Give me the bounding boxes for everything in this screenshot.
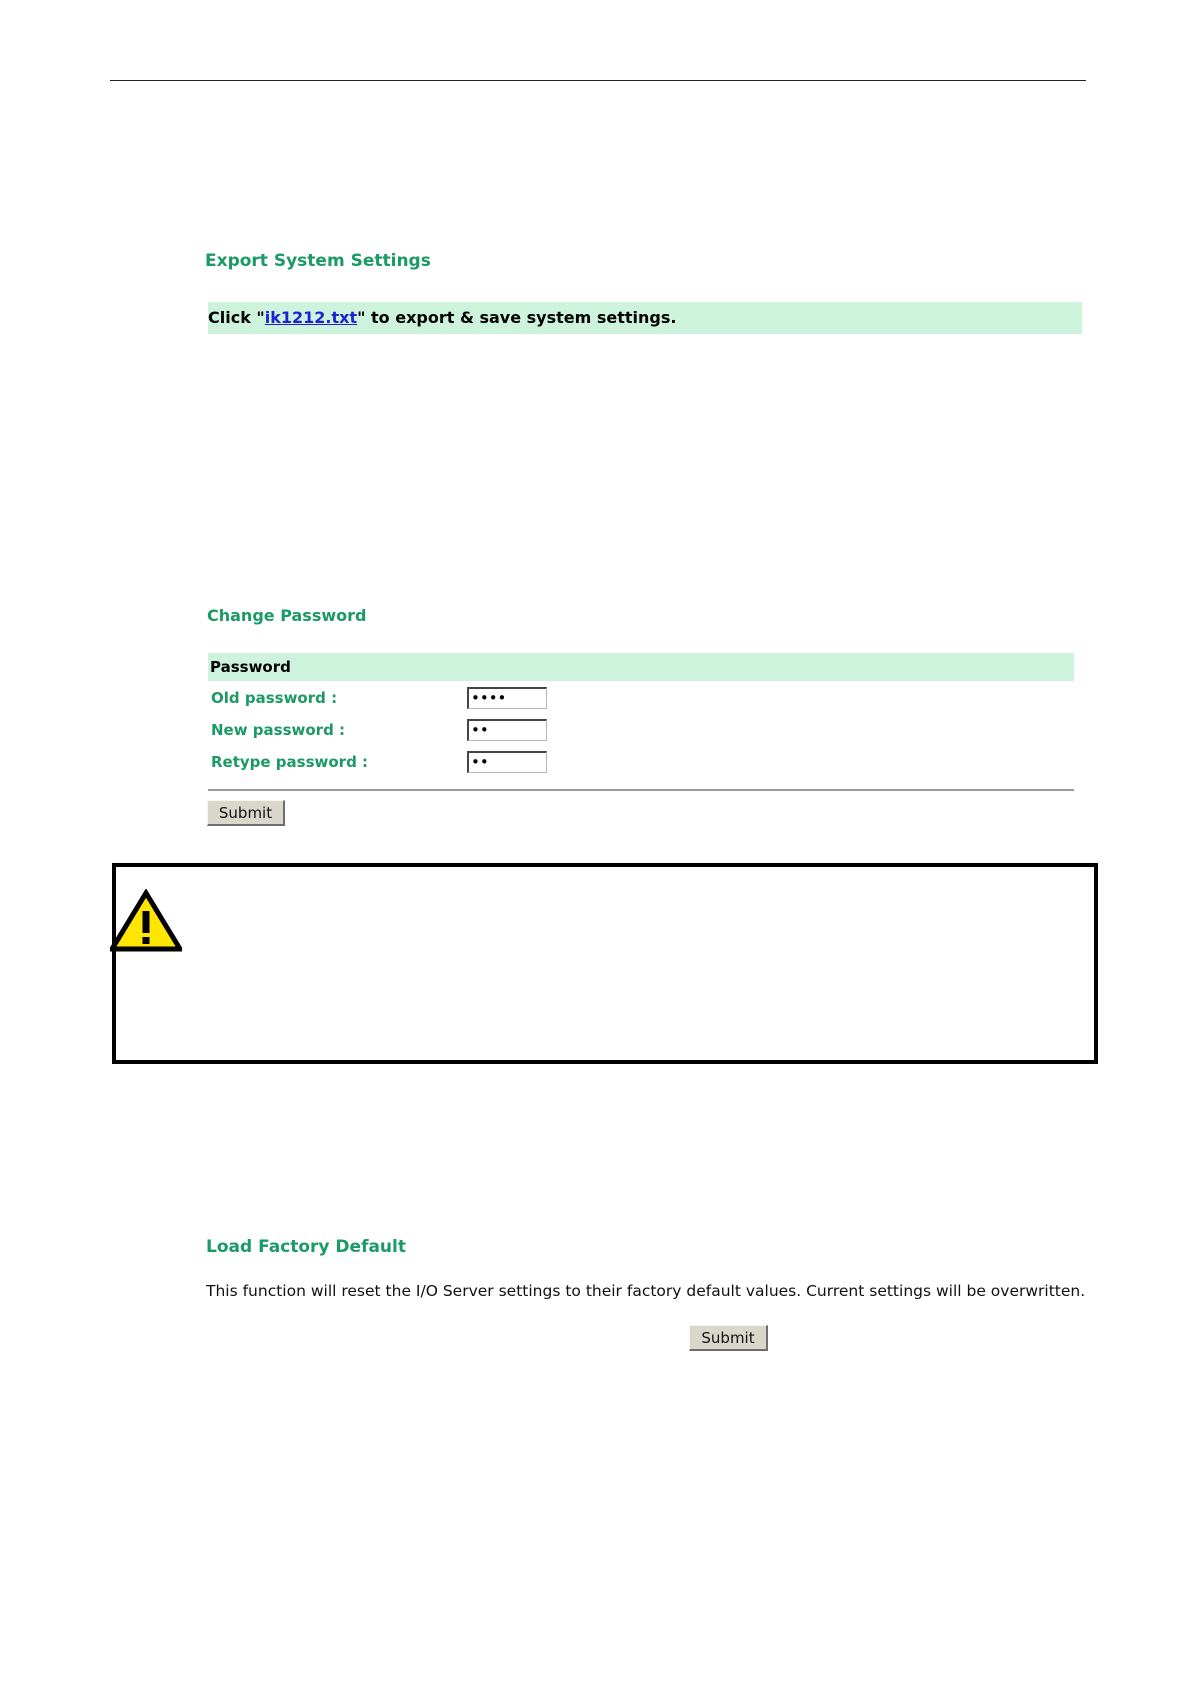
factory-default-submit-button[interactable]: Submit <box>689 1325 768 1351</box>
export-file-link[interactable]: ik1212.txt <box>264 308 358 327</box>
export-settings-title: Export System Settings <box>205 251 431 271</box>
password-table-divider <box>208 789 1074 791</box>
export-settings-bar <box>208 302 1082 334</box>
old-password-field[interactable]: •••• <box>467 687 547 709</box>
new-password-label: New password : <box>211 721 346 739</box>
warning-triangle-icon <box>110 889 182 953</box>
old-password-label: Old password : <box>211 689 338 707</box>
retype-password-field[interactable]: •• <box>467 751 547 773</box>
warning-box <box>112 863 1098 1064</box>
retype-password-label: Retype password : <box>211 753 369 771</box>
factory-default-description: This function will reset the I/O Server settings to their factory default values. Current settings will be overwritten. <box>206 1282 1086 1300</box>
new-password-field[interactable]: •• <box>467 719 547 741</box>
page-header-rule <box>110 80 1086 81</box>
export-prefix-text: Click " <box>208 308 265 327</box>
factory-default-title: Load Factory Default <box>206 1237 406 1257</box>
change-password-title: Change Password <box>207 606 367 625</box>
password-table-header: Password <box>208 653 1074 681</box>
export-suffix-text: " to export & save system settings. <box>357 308 677 327</box>
password-submit-button[interactable]: Submit <box>207 800 285 826</box>
